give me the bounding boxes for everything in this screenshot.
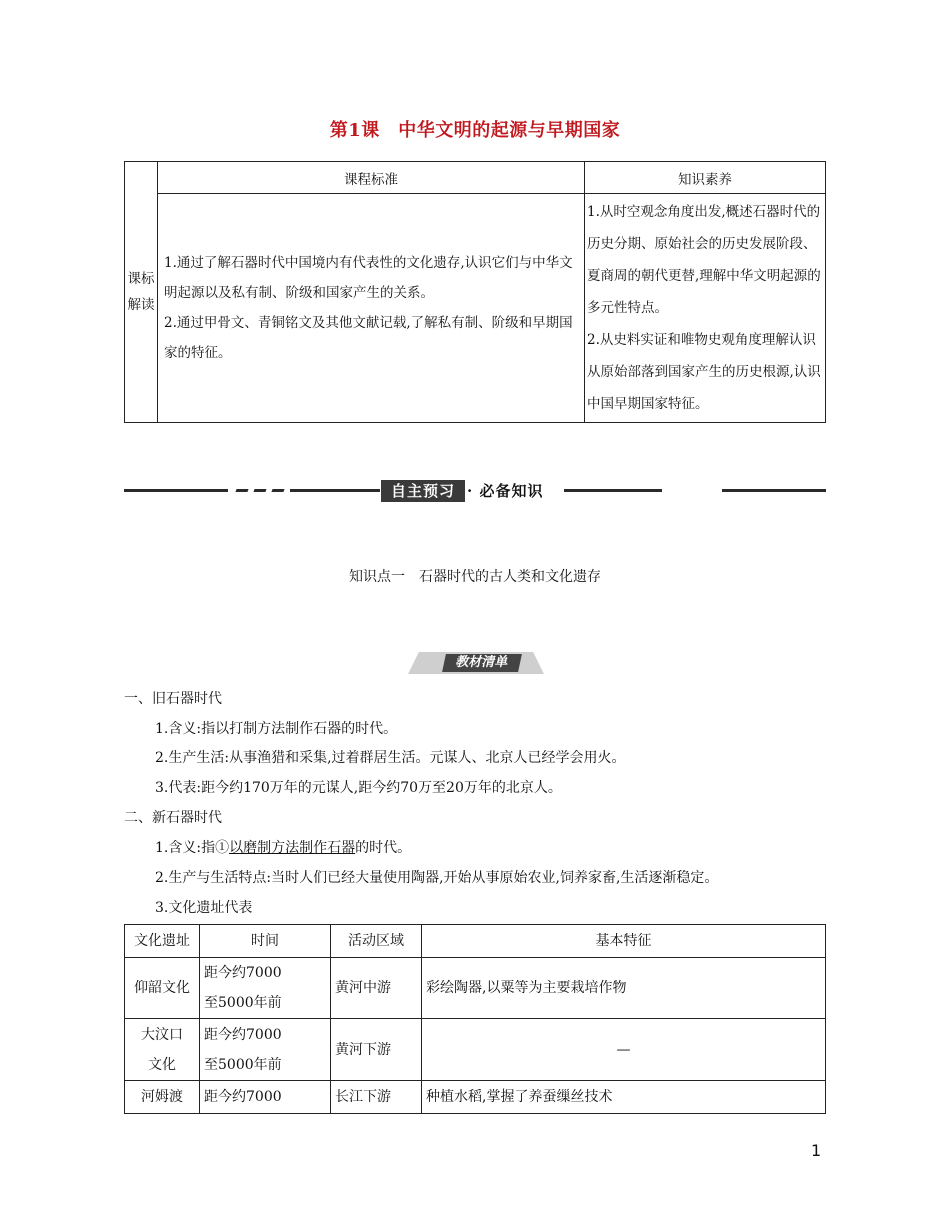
site-name: 文化 — [148, 1056, 176, 1073]
item-suffix: 的时代。 — [355, 840, 412, 856]
fill-in-answer: 以磨制方法制作石器 — [229, 840, 356, 856]
feature-cell: 种植水稻,掌握了养蚕缫丝技术 — [422, 1081, 826, 1114]
literacy-item: 2.从史料实证和唯物史观角度理解认识从原始部落到国家产生的历史根源,认识中国早期国家特征。 — [587, 332, 821, 412]
region-cell: 长江下游 — [331, 1081, 422, 1114]
banner-rule — [290, 489, 380, 492]
knowledge-point-heading: 知识点一 石器时代的古人类和文化遗存 — [349, 569, 601, 585]
banner-rule — [124, 489, 228, 492]
list-item: 2.生产生活:从事渔猎和采集,过着群居生活。元谋人、北京人已经学会用火。 — [155, 750, 626, 766]
standard-item: 2.通过甲骨文、青铜铭文及其他文献记载,了解私有制、阶级和早期国家的特征。 — [164, 315, 573, 361]
time-cell — [200, 958, 331, 1019]
time-cell — [200, 1019, 331, 1081]
banner-dash — [253, 489, 266, 492]
table-row — [125, 1081, 826, 1114]
row-label: 课标解读 — [125, 162, 158, 423]
section-heading: 一、旧石器时代 — [124, 691, 222, 707]
time-line: 距今约7000 — [204, 965, 282, 981]
table-header: 基本特征 — [422, 925, 826, 958]
list-item: 3.代表:距今约170万年的元谋人,距今约70万至20万年的北京人。 — [155, 780, 562, 796]
banner-dash — [235, 489, 248, 492]
region-cell: 黄河下游 — [331, 1019, 422, 1081]
banner-text: · 必备知识 — [467, 482, 544, 500]
feature-cell: 彩绘陶器,以粟等为主要栽培作物 — [422, 958, 826, 1019]
list-item: 2.生产与生活特点:当时人们已经大量使用陶器,开始从事原始农业,饲养家畜,生活逐渐稳定。 — [155, 870, 719, 886]
curriculum-standards-table — [124, 161, 826, 423]
section-banner — [124, 478, 826, 506]
time-cell: 距今约7000 — [200, 1081, 331, 1114]
site-cell — [125, 1019, 200, 1081]
table-row — [125, 1019, 826, 1081]
time-line: 至5000年前 — [204, 1056, 282, 1073]
culture-sites-table — [124, 924, 826, 1114]
table-header: 时间 — [200, 925, 331, 958]
col-header-literacy: 知识素养 — [585, 162, 826, 194]
list-item: 1.含义:指以打制方法制作石器的时代。 — [155, 721, 398, 737]
table-header: 文化遗址 — [125, 925, 200, 958]
site-name: 仰韶文化 — [134, 980, 190, 996]
standard-item: 1.通过了解石器时代中国境内有代表性的文化遗存,认识它们与中华文明起源以及私有制、阶级和国家产生的关系。 — [164, 255, 573, 301]
badge-label: 教材清单 — [442, 654, 522, 672]
col-header-standards: 课程标准 — [158, 162, 585, 194]
feature-cell: — — [422, 1019, 826, 1081]
list-item — [155, 837, 411, 857]
site-name: 大汶口 — [141, 1026, 183, 1043]
banner-tag: 自主预习 — [381, 480, 465, 502]
table-header: 活动区域 — [331, 925, 422, 958]
site-cell: 河姆渡 — [125, 1081, 200, 1114]
literacy-cell — [585, 194, 826, 423]
table-row — [125, 958, 826, 1019]
standards-cell — [158, 194, 585, 423]
literacy-item: 1.从时空观念角度出发,概述石器时代的历史分期、原始社会的历史发展阶段、夏商周的朝代更替,理解中华文明起源的多元性特点。 — [587, 204, 821, 316]
banner-dash — [271, 489, 284, 492]
region-cell: 黄河中游 — [331, 958, 422, 1019]
list-item: 3.文化遗址代表 — [155, 900, 253, 916]
section-heading: 二、新石器时代 — [124, 810, 222, 826]
time-line: 至5000年前 — [204, 995, 282, 1011]
page-number: 1 — [811, 1141, 822, 1160]
time-line: 距今约7000 — [204, 1026, 282, 1043]
banner-rule — [564, 489, 662, 492]
item-prefix: 1.含义:指① — [155, 840, 230, 856]
banner-rule — [722, 489, 826, 492]
site-cell — [125, 958, 200, 1019]
page-title: 第1课 中华文明的起源与早期国家 — [329, 120, 621, 141]
textbook-list-badge — [408, 652, 544, 674]
